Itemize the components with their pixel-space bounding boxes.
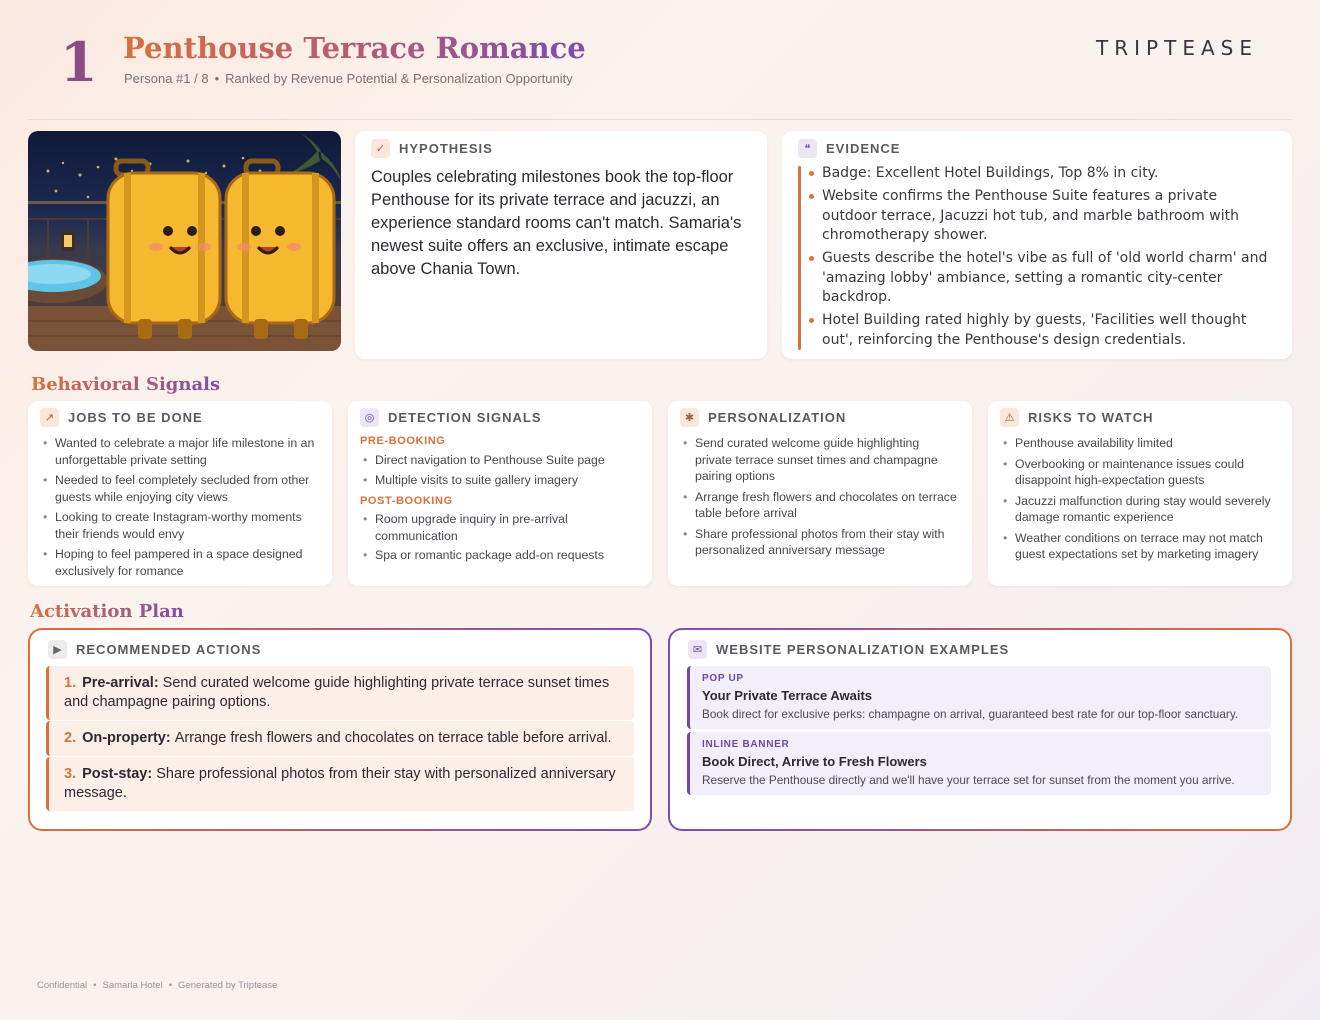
list-item: • Arrange fresh flowers and chocolates on terrace table before arrival bbox=[695, 489, 959, 522]
hypothesis-heading: HYPOTHESIS bbox=[399, 141, 493, 156]
actions-header bbox=[48, 640, 261, 659]
example-title: Book Direct, Arrive to Fresh Flowers bbox=[702, 754, 927, 769]
list-item: • Weather conditions on terrace may not match guest expectations set by marketing imagery bbox=[1015, 530, 1279, 563]
list-item: • Direct navigation to Penthouse Suite page bbox=[375, 452, 639, 469]
examples-heading: WEBSITE PERSONALIZATION EXAMPLES bbox=[716, 642, 1010, 657]
evidence-item: Badge: Excellent Hotel Buildings, Top 8% in city. bbox=[822, 164, 1272, 184]
example-type: POP UP bbox=[702, 673, 744, 684]
risks-heading: RISKS TO WATCH bbox=[1028, 410, 1154, 425]
evidence-card bbox=[782, 131, 1292, 359]
sparkle-icon: ✱ bbox=[680, 408, 699, 427]
evidence-item: Website confirms the Penthouse Suite features a private outdoor terrace, Jacuzzi hot tub, and marble bathroom with chromotherapy shower. bbox=[822, 187, 1272, 246]
page-footer bbox=[37, 980, 277, 991]
action-number: 1. bbox=[64, 675, 77, 691]
behavioral-signals-title: Behavioral Signals bbox=[31, 374, 221, 395]
evidence-item: Hotel Building rated highly by guests, 'Facilities well thought out', reinforcing the Penthouse's design credentials. bbox=[822, 311, 1272, 350]
target-icon: ◎ bbox=[360, 408, 379, 427]
popup-example bbox=[687, 666, 1271, 729]
example-type: INLINE BANNER bbox=[702, 739, 790, 750]
envelope-icon: ✉ bbox=[688, 640, 707, 659]
evidence-accent-bar bbox=[798, 166, 801, 350]
action-label: On-property: bbox=[82, 730, 171, 746]
action-number: 2. bbox=[64, 730, 77, 746]
list-item: • Spa or romantic package add-on requests bbox=[375, 547, 639, 564]
action-item bbox=[46, 721, 634, 756]
action-label: Post-stay: bbox=[82, 766, 153, 782]
evidence-list bbox=[822, 164, 1272, 354]
website-personalization-body bbox=[670, 630, 1290, 829]
quote-icon: ❝ bbox=[798, 139, 817, 158]
hypothesis-card bbox=[355, 131, 767, 359]
risks-header bbox=[1000, 408, 1153, 427]
jobs-to-be-done-card bbox=[28, 401, 332, 586]
evidence-header bbox=[798, 139, 900, 158]
list-item: • Share professional photos from their stay with personalized anniversary message bbox=[695, 526, 959, 559]
separator-dot: • bbox=[214, 71, 220, 86]
evidence-heading: EVIDENCE bbox=[826, 141, 901, 156]
ranking-note: Ranked by Revenue Potential & Personalization Opportunity bbox=[225, 71, 573, 86]
check-icon: ✓ bbox=[371, 139, 390, 158]
detection-heading: DETECTION SIGNALS bbox=[388, 410, 542, 425]
detection-signals-card bbox=[348, 401, 652, 586]
action-number: 3. bbox=[64, 766, 77, 782]
list-item: • Penthouse availability limited bbox=[1015, 435, 1279, 452]
website-personalization-panel bbox=[668, 628, 1292, 831]
separator-dot: • bbox=[168, 980, 173, 991]
list-item: • Hoping to feel pampered in a space designed exclusively for romance bbox=[55, 546, 319, 579]
recommended-actions-body bbox=[30, 630, 650, 829]
pre-booking-list bbox=[375, 452, 639, 491]
risks-card bbox=[988, 401, 1292, 586]
pre-booking-label: PRE-BOOKING bbox=[360, 435, 446, 447]
detection-header bbox=[360, 408, 542, 427]
example-body: Book direct for exclusive perks: champagne on arrival, guaranteed best rate for our top-floor sanctuary. bbox=[702, 707, 1239, 721]
personalization-list bbox=[695, 435, 959, 563]
footer-generated: Generated by Triptease bbox=[178, 980, 278, 991]
activation-plan-title: Activation Plan bbox=[30, 601, 184, 622]
evidence-item: Guests describe the hotel's vibe as full of 'old world charm' and 'amazing lobby' ambiance, setting a romantic city-center backdrop. bbox=[822, 249, 1272, 308]
list-item: • Overbooking or maintenance issues could disappoint high-expectation guests bbox=[1015, 456, 1279, 489]
play-icon: ▶ bbox=[48, 640, 67, 659]
jobs-list bbox=[55, 435, 319, 583]
action-item bbox=[46, 757, 634, 811]
action-item bbox=[46, 666, 634, 720]
arrow-up-right-icon: ↗ bbox=[40, 408, 59, 427]
brand-logo: TRIPTEASE bbox=[1096, 36, 1258, 60]
recommended-actions-panel bbox=[28, 628, 652, 831]
hypothesis-header bbox=[371, 139, 493, 158]
post-booking-label: POST-BOOKING bbox=[360, 495, 453, 507]
jobs-heading: JOBS TO BE DONE bbox=[68, 410, 203, 425]
footer-hotel: Samaria Hotel bbox=[102, 980, 163, 991]
inline-banner-example bbox=[687, 732, 1271, 795]
action-text: Arrange fresh flowers and chocolates on terrace table before arrival. bbox=[174, 730, 612, 746]
list-item: • Jacuzzi malfunction during stay would severely damage romantic experience bbox=[1015, 493, 1279, 526]
persona-label: Persona #1 / 8 bbox=[124, 71, 209, 86]
suitcase-couple-illustration bbox=[28, 131, 341, 351]
page-title: Penthouse Terrace Romance bbox=[123, 31, 586, 65]
actions-heading: RECOMMENDED ACTIONS bbox=[76, 642, 262, 657]
personalization-card bbox=[668, 401, 972, 586]
list-item: • Multiple visits to suite gallery imagery bbox=[375, 472, 639, 489]
page-header bbox=[28, 22, 1292, 120]
risks-list bbox=[1015, 435, 1279, 567]
footer-confidential: Confidential bbox=[37, 980, 88, 991]
jobs-header bbox=[40, 408, 203, 427]
list-item: • Send curated welcome guide highlighting private terrace sunset times and champagne pairing options bbox=[695, 435, 959, 485]
list-item: • Wanted to celebrate a major life milestone in an unforgettable private setting bbox=[55, 435, 319, 468]
warning-icon: ⚠ bbox=[1000, 408, 1019, 427]
example-body: Reserve the Penthouse directly and we'll have your terrace set for sunset from the moment you arrive. bbox=[702, 773, 1235, 787]
personalization-header bbox=[680, 408, 846, 427]
persona-rank: 1 bbox=[60, 30, 98, 94]
list-item: • Needed to feel completely secluded from other guests while enjoying city views bbox=[55, 472, 319, 505]
separator-dot: • bbox=[93, 980, 97, 991]
example-title: Your Private Terrace Awaits bbox=[702, 688, 873, 703]
action-label: Pre-arrival: bbox=[82, 675, 159, 691]
page-subtitle bbox=[124, 71, 573, 86]
action-text: Share professional photos from their stay with personalized anniversary message. bbox=[64, 766, 616, 801]
persona-illustration bbox=[28, 131, 341, 351]
post-booking-list bbox=[375, 511, 639, 567]
action-text: Send curated welcome guide highlighting private terrace sunset times and champagne pairing options. bbox=[64, 675, 610, 710]
hypothesis-text: Couples celebrating milestones book the top-floor Penthouse for its private terrace and jacuzzi, an experience standard rooms can't match. Samaria's newest suite offers an exclusive, intimate escape above Chania Town. bbox=[371, 168, 742, 278]
personalization-heading: PERSONALIZATION bbox=[708, 410, 847, 425]
examples-header bbox=[688, 640, 1009, 659]
list-item: • Looking to create Instagram-worthy moments their friends would envy bbox=[55, 509, 319, 542]
list-item: • Room upgrade inquiry in pre-arrival communication bbox=[375, 511, 639, 544]
